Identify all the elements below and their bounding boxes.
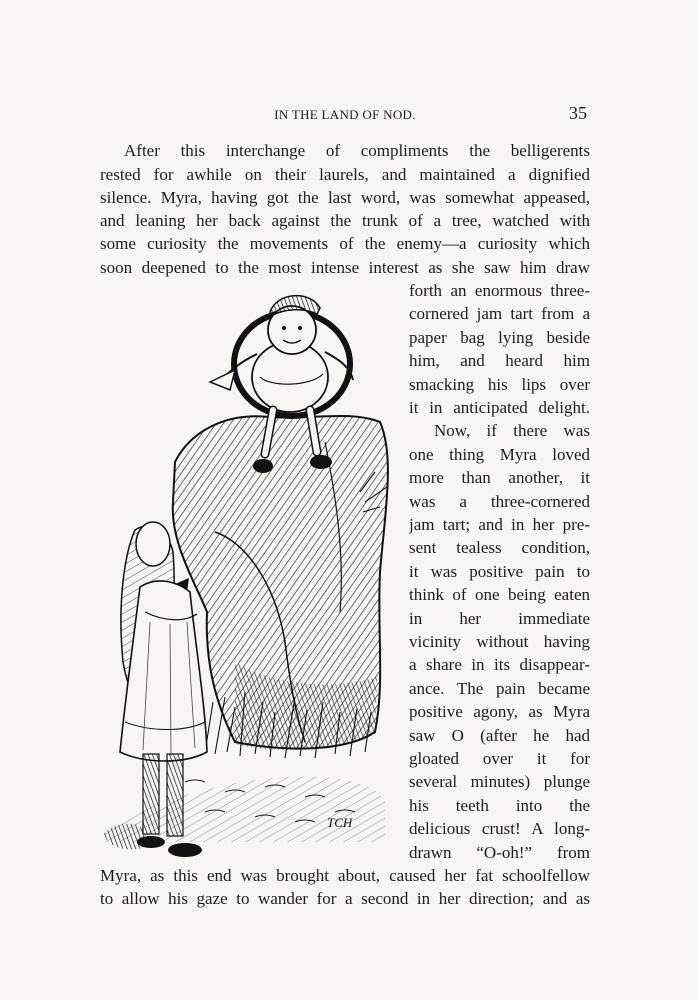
text-line: and leaning her back against the trunk of a tree, watched with [100,211,590,230]
text-line: in her immediate [409,609,590,628]
text-line: more than another, it [409,468,590,487]
illustrator-signature: TCH [327,815,353,830]
text-line: drawn “O-oh!” from [409,843,590,862]
text-line: Now, if there was [434,421,590,440]
text-line: to allow his gaze to wander for a second in her direction; and as [100,889,590,908]
text-line: it was positive pain to [409,562,590,581]
running-title: IN THE LAND OF NOD. [274,107,416,122]
text-line: saw O (after he had [409,726,590,745]
text-line: several minutes) plunge [409,772,590,791]
text-line: gloated over it for [409,749,590,768]
text-line: think of one being eaten [409,585,590,604]
text-line: cornered jam tart from a [409,304,590,323]
text-line: forth an enormous three- [409,281,590,300]
illustration [95,282,395,864]
page-number: 35 [569,103,587,123]
text-line: sent tealess condition, [409,538,590,557]
text-line: it in anticipated delight. [409,398,590,417]
text-line: paper bag lying beside [409,328,590,347]
text-line: vicinity without having [409,632,590,651]
text-line: positive agony, as Myra [409,702,590,721]
text-line: soon deepened to the most intense interest as she saw him draw [100,258,590,277]
text-line: was a three-cornered [409,492,590,511]
running-head [0,103,697,127]
text-line: silence. Myra, having got the last word, was somewhat appeased, [100,188,590,207]
text-line: jam tart; and in her pre- [409,515,590,534]
text-line: smacking his lips over [409,375,590,394]
text-line: ance. The pain became [409,679,590,698]
text-line: delicious crust! A long- [409,819,590,838]
engraving-girl-and-boy-on-rock-icon [95,282,395,864]
text-line: After this interchange of compliments the belligerents [124,141,590,160]
text-line: one thing Myra loved [409,445,590,464]
text-line: some curiosity the movements of the enemy—a curiosity which [100,234,590,253]
text-line: Myra, as this end was brought about, caused her fat schoolfellow [100,866,590,885]
text-line: rested for awhile on their laurels, and maintained a dignified [100,165,590,184]
text-line: a share in its disappear- [409,655,590,674]
text-line: him, and heard him [409,351,590,370]
text-line: his teeth into the [409,796,590,815]
